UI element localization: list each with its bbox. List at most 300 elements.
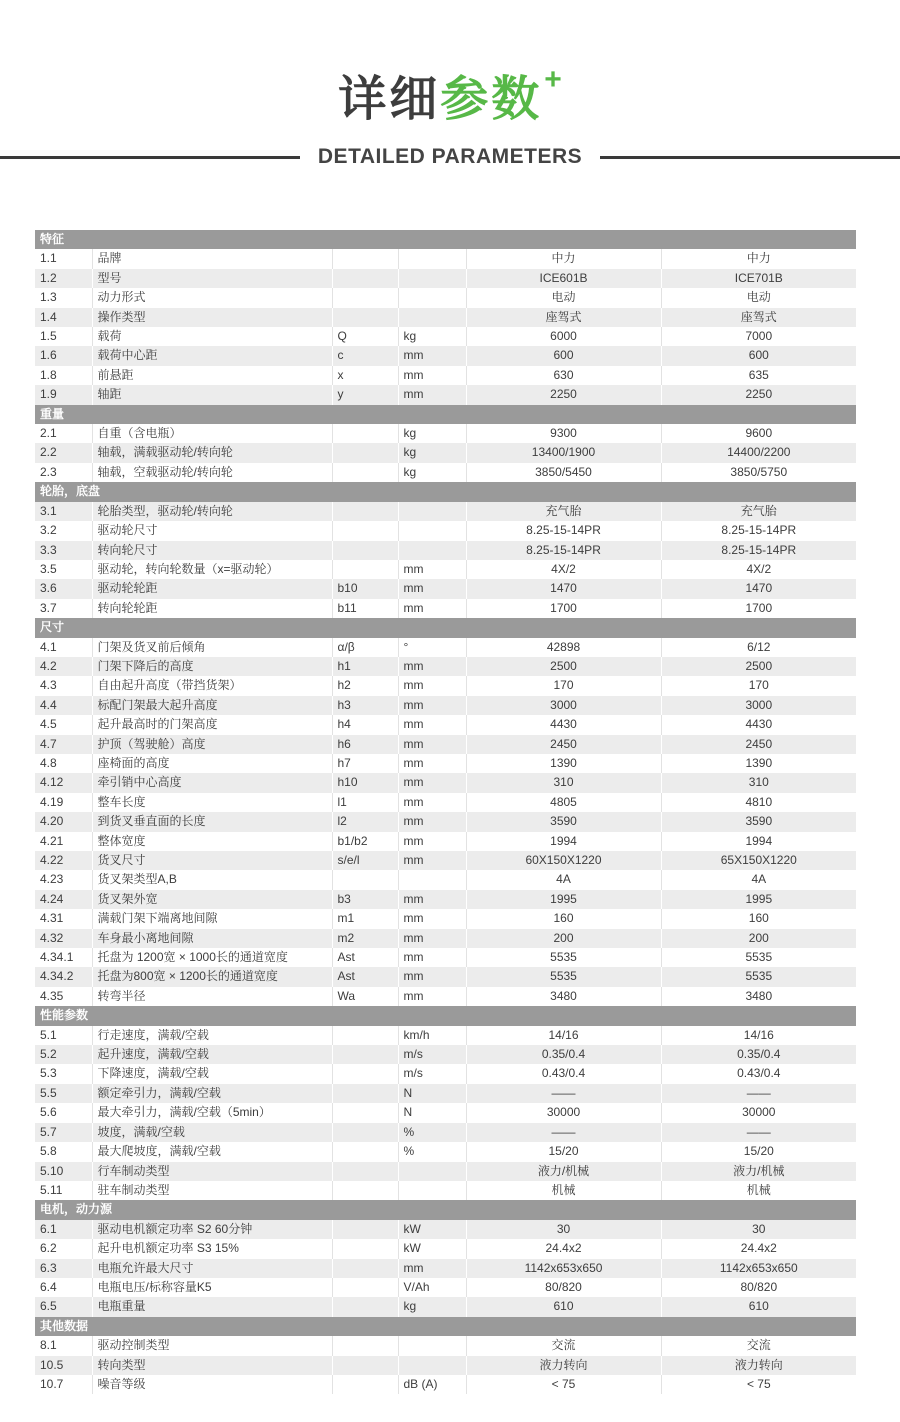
param-unit: mm [398,967,466,986]
value-model-2: 8.25-15-14PR [721,523,797,538]
param-unit: mm [398,696,466,715]
value-model-1: 4X/2 [466,560,661,579]
value-model-1: 1390 [466,754,661,773]
param-unit: N [398,1103,466,1122]
table-row [35,288,856,307]
param-symbol: h3 [332,696,398,715]
row-id: 4.34.1 [35,948,92,967]
table-row [35,308,856,327]
table-row [35,579,856,598]
param-symbol [332,502,398,521]
param-unit: mm [398,987,466,1006]
param-symbol [332,424,398,443]
param-symbol [332,463,398,482]
param-name: 驱动轮轮距 [92,579,332,598]
row-id: 1.5 [35,327,92,346]
value-model-2: 80/820 [740,1279,778,1294]
row-id: 1.9 [35,385,92,404]
param-name: 电瓶重量 [92,1297,332,1316]
value-model-1: —— [466,1084,661,1103]
section-header [35,482,856,501]
param-name: 满载门架下端离地间隙 [92,909,332,928]
table-row [35,1181,856,1200]
param-symbol [332,1142,398,1161]
table-row [35,1142,856,1161]
value-model-1: 4430 [466,715,661,734]
value-model-2: 2450 [745,736,773,751]
value-model-1: 80/820 [466,1278,661,1297]
row-id: 4.24 [35,890,92,909]
table-row [35,502,856,521]
param-symbol: b1/b2 [332,832,398,851]
param-name: 行走速度，满载/空载 [92,1026,332,1045]
value-model-2: 中力 [746,251,771,266]
param-unit: mm [398,948,466,967]
param-symbol: Ast [332,967,398,986]
section-header-label: 特征 [35,230,856,249]
parameters-table-container [35,230,856,1394]
param-unit [398,269,466,288]
param-unit: dB (A) [398,1375,466,1394]
value-model-2: 170 [748,678,769,693]
value-model-1: 42898 [466,638,661,657]
row-id: 6.4 [35,1278,92,1297]
value-model-1: < 75 [466,1375,661,1394]
param-symbol: l1 [332,793,398,812]
param-symbol [332,308,398,327]
param-unit: mm [398,346,466,365]
value-model-2: 1390 [745,755,773,770]
table-row [35,1045,856,1064]
param-symbol [332,1375,398,1394]
value-model-1: 0.43/0.4 [466,1064,661,1083]
value-model-1: 610 [466,1297,661,1316]
param-unit: mm [398,657,466,676]
param-symbol: h10 [332,773,398,792]
param-unit: mm [398,599,466,618]
value-model-2: 30000 [742,1105,776,1120]
param-name: 品牌 [92,249,332,268]
row-id: 4.31 [35,909,92,928]
param-unit: mm [398,715,466,734]
table-row [35,890,856,909]
value-model-2: < 75 [746,1376,771,1391]
table-row [35,812,856,831]
table-row [35,1064,856,1083]
section-header [35,618,856,637]
right-rule-line [600,156,900,159]
table-row [35,366,856,385]
param-symbol: b3 [332,890,398,909]
row-id: 4.20 [35,812,92,831]
table-row [35,385,856,404]
value-model-1: 8.25-15-14PR [466,521,661,540]
param-symbol: b10 [332,579,398,598]
param-unit: kg [398,443,466,462]
value-model-2: 200 [748,930,769,945]
row-id: 4.21 [35,832,92,851]
value-model-1: 3590 [466,812,661,831]
value-model-2: 15/20 [743,1144,774,1159]
value-model-1: ICE601B [466,269,661,288]
param-unit: V/Ah [398,1278,466,1297]
value-model-1: 中力 [466,249,661,268]
value-model-1: 4A [466,870,661,889]
param-symbol [332,1123,398,1142]
parameters-table [35,230,856,1394]
param-symbol [332,541,398,560]
param-symbol [332,1278,398,1297]
param-symbol: l2 [332,812,398,831]
value-model-1: 1995 [466,890,661,909]
value-model-2: 5535 [745,969,773,984]
value-model-2: 1995 [745,891,773,906]
value-model-1: 6000 [466,327,661,346]
row-id: 1.8 [35,366,92,385]
left-rule-line [0,156,300,159]
param-name: 操作类型 [92,308,332,327]
value-model-2: 电动 [746,290,771,305]
param-symbol [332,1103,398,1122]
row-id: 4.23 [35,870,92,889]
param-unit: mm [398,366,466,385]
param-name: 转向轮尺寸 [92,541,332,560]
row-id: 3.1 [35,502,92,521]
table-row [35,269,856,288]
value-model-2: 9600 [745,426,773,441]
row-id: 6.1 [35,1220,92,1239]
param-unit: mm [398,909,466,928]
value-model-2: 635 [748,367,769,382]
param-name: 起升电机额定功率 S3 15% [92,1239,332,1258]
value-model-1: 200 [466,929,661,948]
table-row [35,967,856,986]
row-id: 3.2 [35,521,92,540]
param-name: 驱动轮尺寸 [92,521,332,540]
param-name: 轮胎类型，驱动轮/转向轮 [92,502,332,521]
page-title [0,0,900,129]
row-id: 2.3 [35,463,92,482]
section-header-label: 其他数据 [35,1317,856,1336]
row-id: 4.8 [35,754,92,773]
param-unit [398,521,466,540]
value-model-2: 机械 [746,1182,771,1197]
param-unit: kg [398,424,466,443]
table-row [35,773,856,792]
value-model-2: 4430 [745,717,773,732]
param-unit [398,1181,466,1200]
value-model-1: 3000 [466,696,661,715]
row-id: 6.3 [35,1259,92,1278]
title-text-green: 参数 [440,73,543,126]
param-symbol [332,1259,398,1278]
param-symbol [332,870,398,889]
param-symbol: h7 [332,754,398,773]
section-header-label: 轮胎，底盘 [35,482,856,501]
value-model-1: 14/16 [466,1026,661,1045]
param-unit: m/s [398,1045,466,1064]
value-model-1: 30000 [466,1103,661,1122]
value-model-2: 7000 [745,329,773,344]
table-row [35,443,856,462]
value-model-1: 160 [466,909,661,928]
value-model-1: 30 [466,1220,661,1239]
param-name: 驱动控制类型 [92,1336,332,1355]
param-name: 货叉架类型A,B [92,870,332,889]
row-id: 5.8 [35,1142,92,1161]
param-symbol: m1 [332,909,398,928]
table-row [35,463,856,482]
value-model-2: 3000 [745,697,773,712]
value-model-2: 0.43/0.4 [737,1066,781,1081]
param-name: 载荷 [92,327,332,346]
table-row [35,541,856,560]
param-name: 货叉尺寸 [92,851,332,870]
param-unit: kg [398,463,466,482]
row-id: 1.1 [35,249,92,268]
section-header-label: 性能参数 [35,1006,856,1025]
table-row [35,832,856,851]
param-symbol [332,1064,398,1083]
table-row [35,870,856,889]
param-unit: N [398,1084,466,1103]
table-row [35,929,856,948]
param-unit [398,288,466,307]
plus-icon: + [544,63,562,96]
param-name: 起升速度，满载/空载 [92,1045,332,1064]
value-model-1: 8.25-15-14PR [466,541,661,560]
param-name: 轴载，满载驱动轮/转向轮 [92,443,332,462]
value-model-1: 1700 [466,599,661,618]
param-symbol [332,521,398,540]
table-row [35,851,856,870]
param-name: 转向轮轮距 [92,599,332,618]
section-header-label: 电机，动力源 [35,1200,856,1219]
param-unit: kW [398,1239,466,1258]
row-id: 1.2 [35,269,92,288]
param-unit: km/h [398,1026,466,1045]
table-row [35,1084,856,1103]
param-symbol: Ast [332,948,398,967]
value-model-2: 2500 [745,658,773,673]
param-unit [398,249,466,268]
table-row [35,249,856,268]
param-symbol [332,288,398,307]
param-name: 最大牵引力，满载/空载（5min） [92,1103,332,1122]
value-model-1: 2250 [466,385,661,404]
value-model-2: 3590 [745,814,773,829]
param-symbol [332,269,398,288]
value-model-1: 24.4x2 [466,1239,661,1258]
value-model-2: 8.25-15-14PR [721,542,797,557]
value-model-2: 6/12 [747,639,771,654]
value-model-1: 2500 [466,657,661,676]
row-id: 3.5 [35,560,92,579]
table-row [35,424,856,443]
value-model-2: 4810 [745,794,773,809]
table-row [35,793,856,812]
value-model-1: —— [466,1123,661,1142]
value-model-2: 2250 [745,387,773,402]
param-name: 驱动电机额定功率 S2 60分钟 [92,1220,332,1239]
param-name: 行车制动类型 [92,1162,332,1181]
param-unit: mm [398,890,466,909]
value-model-1: 4805 [466,793,661,812]
row-id: 5.5 [35,1084,92,1103]
row-id: 1.6 [35,346,92,365]
param-symbol: m2 [332,929,398,948]
param-symbol: Wa [332,987,398,1006]
param-symbol: h6 [332,735,398,754]
param-symbol [332,1356,398,1375]
value-model-2: 1700 [745,600,773,615]
param-name: 电瓶允许最大尺寸 [92,1259,332,1278]
param-name: 驱动轮，转向轮数量（x=驱动轮） [92,560,332,579]
param-unit [398,1162,466,1181]
param-unit: % [398,1123,466,1142]
table-row [35,987,856,1006]
value-model-1: 9300 [466,424,661,443]
param-unit [398,541,466,560]
value-model-1: 600 [466,346,661,365]
value-model-1: 座驾式 [466,308,661,327]
value-model-2: ICE701B [734,270,783,285]
table-row [35,1356,856,1375]
value-model-2: 610 [748,1299,769,1314]
param-name: 动力形式 [92,288,332,307]
table-row [35,754,856,773]
row-id: 4.32 [35,929,92,948]
table-row [35,1026,856,1045]
section-header [35,1317,856,1336]
row-id: 4.22 [35,851,92,870]
param-symbol: α/β [332,638,398,657]
param-symbol [332,1336,398,1355]
param-name: 座椅面的高度 [92,754,332,773]
row-id: 4.4 [35,696,92,715]
param-symbol: s/e/l [332,851,398,870]
value-model-2: 4X/2 [746,561,772,576]
param-name: 噪音等级 [92,1375,332,1394]
value-model-1: 电动 [466,288,661,307]
param-name: 起升最高时的门架高度 [92,715,332,734]
value-model-1: 310 [466,773,661,792]
param-name: 轴载，空载驱动轮/转向轮 [92,463,332,482]
param-name: 货叉架外宽 [92,890,332,909]
value-model-2: 交流 [746,1338,771,1353]
row-id: 6.5 [35,1297,92,1316]
table-row [35,1278,856,1297]
table-row [35,715,856,734]
param-symbol: y [332,385,398,404]
value-model-2: 65X150X1220 [720,853,797,867]
param-unit: mm [398,579,466,598]
table-row [35,909,856,928]
row-id: 2.2 [35,443,92,462]
param-unit: mm [398,735,466,754]
value-model-2: 液力/机械 [733,1163,785,1178]
row-id: 5.1 [35,1026,92,1045]
param-name: 车身最小离地间隙 [92,929,332,948]
row-id: 4.19 [35,793,92,812]
row-id: 8.1 [35,1336,92,1355]
param-name: 自由起升高度（带挡货架） [92,676,332,695]
param-unit: m/s [398,1064,466,1083]
value-model-2: 4A [751,872,767,887]
value-model-2: 5535 [745,950,773,965]
param-symbol: h1 [332,657,398,676]
param-symbol [332,1162,398,1181]
value-model-1: 60X150X1220 [466,851,661,870]
value-model-1: 液力/机械 [466,1162,661,1181]
table-row [35,1103,856,1122]
param-unit: kg [398,1297,466,1316]
table-row [35,521,856,540]
value-model-1: 13400/1900 [466,443,661,462]
table-row [35,346,856,365]
param-name: 到货叉垂直面的长度 [92,812,332,831]
param-name: 坡度，满载/空载 [92,1123,332,1142]
table-row [35,327,856,346]
row-id: 4.12 [35,773,92,792]
param-name: 下降速度，满载/空载 [92,1064,332,1083]
param-symbol: Q [332,327,398,346]
value-model-2: 1142x653x650 [719,1260,798,1275]
param-name: 托盘为800宽 × 1200长的通道宽度 [92,967,332,986]
param-unit: kg [398,327,466,346]
row-id: 5.2 [35,1045,92,1064]
row-id: 3.7 [35,599,92,618]
param-symbol: h4 [332,715,398,734]
param-name: 轴距 [92,385,332,404]
param-unit [398,1336,466,1355]
param-name: 牵引销中心高度 [92,773,332,792]
row-id: 3.6 [35,579,92,598]
param-name: 整体宽度 [92,832,332,851]
value-model-1: 170 [466,676,661,695]
row-id: 6.2 [35,1239,92,1258]
row-id: 2.1 [35,424,92,443]
param-name: 前悬距 [92,366,332,385]
table-row [35,638,856,657]
table-row [35,1297,856,1316]
param-unit: mm [398,560,466,579]
value-model-2: 310 [748,775,769,790]
param-unit [398,1356,466,1375]
value-model-1: 3850/5450 [466,463,661,482]
param-unit: mm [398,832,466,851]
param-symbol [332,1045,398,1064]
row-id: 1.3 [35,288,92,307]
subtitle-text: DETAILED PARAMETERS [317,145,583,168]
param-symbol [332,1297,398,1316]
param-symbol [332,560,398,579]
param-symbol [332,1220,398,1239]
value-model-2: —— [746,1124,771,1139]
section-header [35,230,856,249]
param-name: 转弯半径 [92,987,332,1006]
row-id: 3.3 [35,541,92,560]
row-id: 1.4 [35,308,92,327]
subtitle-row [0,145,900,169]
param-symbol [332,1181,398,1200]
table-row [35,560,856,579]
row-id: 4.1 [35,638,92,657]
value-model-2: —— [746,1085,771,1100]
value-model-2: 3480 [745,988,773,1003]
value-model-2: 24.4x2 [740,1241,777,1256]
section-header [35,405,856,424]
